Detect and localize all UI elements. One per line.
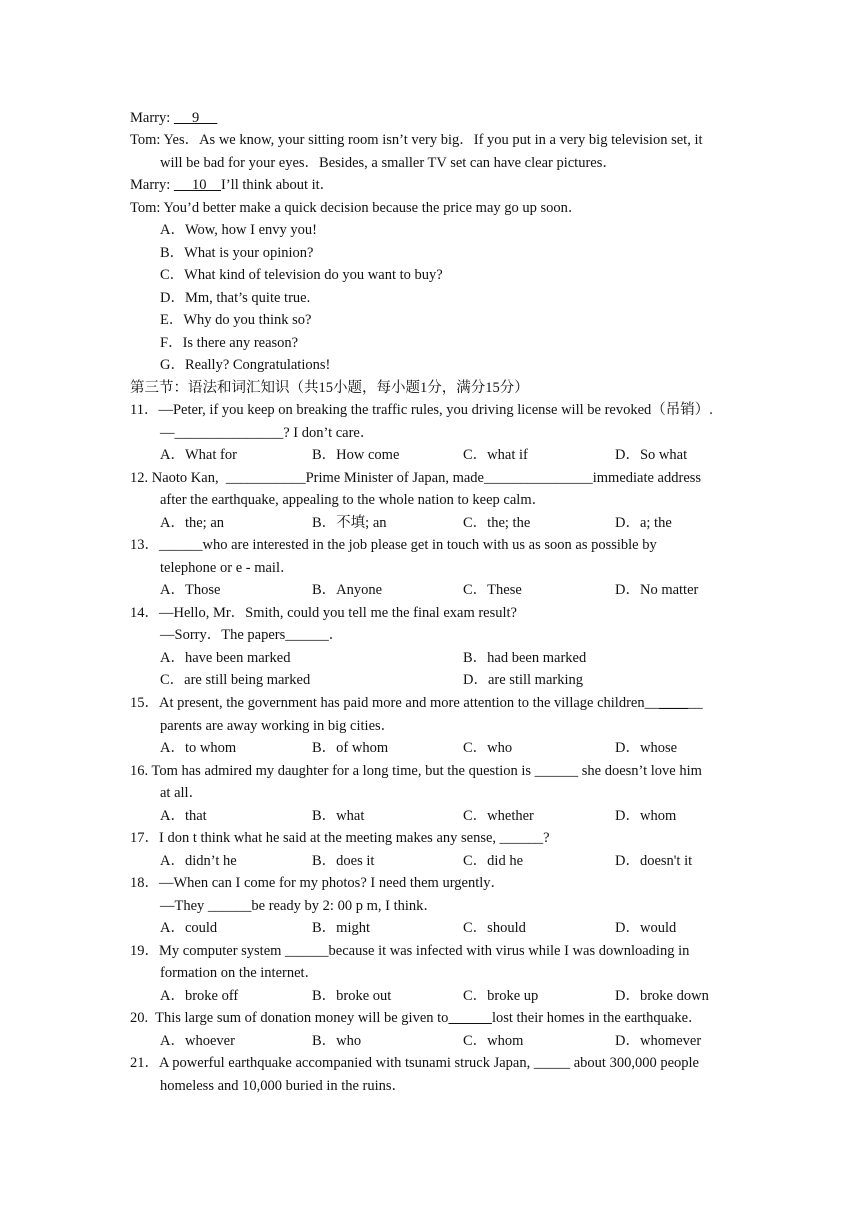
blank-9: 9 — [173, 110, 218, 126]
q19-option-c: C．broke up — [463, 988, 539, 1004]
stem-text: lost their homes in the earthquake． — [491, 1010, 703, 1026]
question-18-stem: 18．—When can I come for my photos? I need them urgently． — [130, 875, 506, 891]
question-14-stem-2: —Sorry．The papers______． — [160, 627, 344, 643]
option-a: A．Wow, how I envy you! — [160, 222, 317, 238]
question-19-stem: 19．My computer system ______because it was infected with virus while I was downloading in — [130, 943, 690, 959]
q13-option-a: A．Those — [160, 582, 221, 598]
q14-option-d: D．are still marking — [463, 672, 584, 688]
q15-option-d: D．whose — [615, 740, 678, 756]
q20-option-c: C．whom — [463, 1033, 524, 1049]
question-15-stem-2: parents are away working in big cities． — [160, 718, 396, 734]
q18-option-a: A．could — [160, 920, 218, 936]
speaker-label: Marry: — [130, 177, 171, 193]
q20-option-d: D．whomever — [615, 1033, 702, 1049]
question-21-stem: 21．A powerful earthquake accompanied with tsunami struck Japan, _____ about 300,000 people — [130, 1055, 699, 1071]
q12-option-b: B．不填; an — [312, 515, 387, 531]
q20-option-b: B．who — [312, 1033, 362, 1049]
q11-option-a: A．What for — [160, 447, 237, 463]
dialogue-text: I’ll think about it． — [221, 177, 335, 193]
dialogue-line-tom-2: Tom: You’d better make a quick decision because the price may go up soon． — [130, 200, 583, 216]
q16-option-c: C．whether — [463, 808, 534, 824]
q14-option-c: C．are still being marked — [160, 672, 311, 688]
option-g: G．Really? Congratulations! — [160, 357, 331, 373]
q12-option-a: A．the; an — [160, 515, 225, 531]
q16-option-a: A．that — [160, 808, 207, 824]
q16-option-d: D．whom — [615, 808, 677, 824]
question-18-stem-2: —They ______be ready by 2: 00 p m, I think． — [160, 898, 438, 914]
blank-10: 10 — [173, 177, 222, 193]
question-19-stem-2: formation on the internet． — [160, 965, 320, 981]
question-14-stem: 14．—Hello, Mr．Smith, could you tell me the final exam result? — [130, 605, 517, 621]
q19-option-d: D．broke down — [615, 988, 709, 1004]
q18-option-c: C．should — [463, 920, 526, 936]
q18-option-b: B．might — [312, 920, 371, 936]
q19-option-b: B．broke out — [312, 988, 392, 1004]
option-c: C．What kind of television do you want to buy? — [160, 267, 443, 283]
q17-option-c: C．did he — [463, 853, 524, 869]
dialogue-line-tom-1-cont: will be bad for your eyes．Besides, a smaller TV set can have clear pictures． — [160, 155, 617, 171]
speaker-label: Marry: — [130, 110, 171, 126]
question-13-stem-2: telephone or e - mail． — [160, 560, 295, 576]
question-21-stem-2: homeless and 10,000 buried in the ruins． — [160, 1078, 407, 1094]
q11-option-c: C．what if — [463, 447, 528, 463]
blank — [448, 1010, 492, 1026]
q13-option-d: D．No matter — [615, 582, 699, 598]
q13-option-b: B．Anyone — [312, 582, 383, 598]
q15-option-b: B．of whom — [312, 740, 389, 756]
question-16-stem-2: at all． — [160, 785, 204, 801]
dialogue-line-marry-10 — [130, 175, 334, 195]
question-13-stem: 13．______who are interested in the job please get in touch with us as soon as possible by — [130, 537, 657, 553]
stem-text: 20. This large sum of donation money will be given to — [130, 1010, 449, 1026]
dialogue-line-tom-1: Tom: Yes．As we know, your sitting room isn’t very big．If you put in a very big television set, it — [130, 132, 703, 148]
question-20-stem — [130, 1008, 703, 1028]
option-f: F．Is there any reason? — [160, 335, 299, 351]
q17-option-d: D．doesn't it — [615, 853, 693, 869]
question-16-stem: 16. Tom has admired my daughter for a long time, but the question is ______ she doesn’t love him — [130, 763, 702, 779]
q12-option-d: D．a; the — [615, 515, 672, 531]
dialogue-line-marry-9 — [130, 108, 217, 128]
q20-option-a: A．whoever — [160, 1033, 235, 1049]
q16-option-b: B．what — [312, 808, 365, 824]
q15-option-c: C．who — [463, 740, 513, 756]
stem-text: 15．At present, the government has paid more and more attention to the village children__ — [130, 695, 660, 711]
option-d: D．Mm, that’s quite true. — [160, 290, 311, 306]
q19-option-a: A．broke off — [160, 988, 239, 1004]
stem-text: __ — [688, 695, 703, 711]
q17-option-a: A．didn’t he — [160, 853, 237, 869]
q11-option-d: D．So what — [615, 447, 688, 463]
question-12-stem: 12. Naoto Kan, ___________Prime Minister of Japan, made_______________immediate address — [130, 470, 702, 486]
section-heading: 第三节：语法和词汇知识（共15小题，每小题1分，满分15分） — [130, 380, 529, 396]
q11-option-b: B．How come — [312, 447, 400, 463]
option-e: E．Why do you think so? — [160, 312, 312, 328]
question-11-stem-2: —_______________? I don’t care． — [160, 425, 375, 441]
question-11-stem: 11．—Peter, if you keep on breaking the traffic rules, you driving license will be revoked（吊销）. — [130, 402, 713, 418]
q15-option-a: A．to whom — [160, 740, 237, 756]
blank: ____ — [659, 695, 689, 711]
q14-option-a: A．have been marked — [160, 650, 291, 666]
q17-option-b: B．does it — [312, 853, 375, 869]
question-17-stem: 17．I don t think what he said at the meeting makes any sense, ______? — [130, 830, 550, 846]
q14-option-b: B．had been marked — [463, 650, 587, 666]
question-12-stem-2: after the earthquake, appealing to the whole nation to keep calm． — [160, 492, 547, 508]
q12-option-c: C．the; the — [463, 515, 531, 531]
option-b: B．What is your opinion? — [160, 245, 314, 261]
question-15-stem — [130, 693, 703, 713]
q18-option-d: D．would — [615, 920, 677, 936]
q13-option-c: C．These — [463, 582, 522, 598]
